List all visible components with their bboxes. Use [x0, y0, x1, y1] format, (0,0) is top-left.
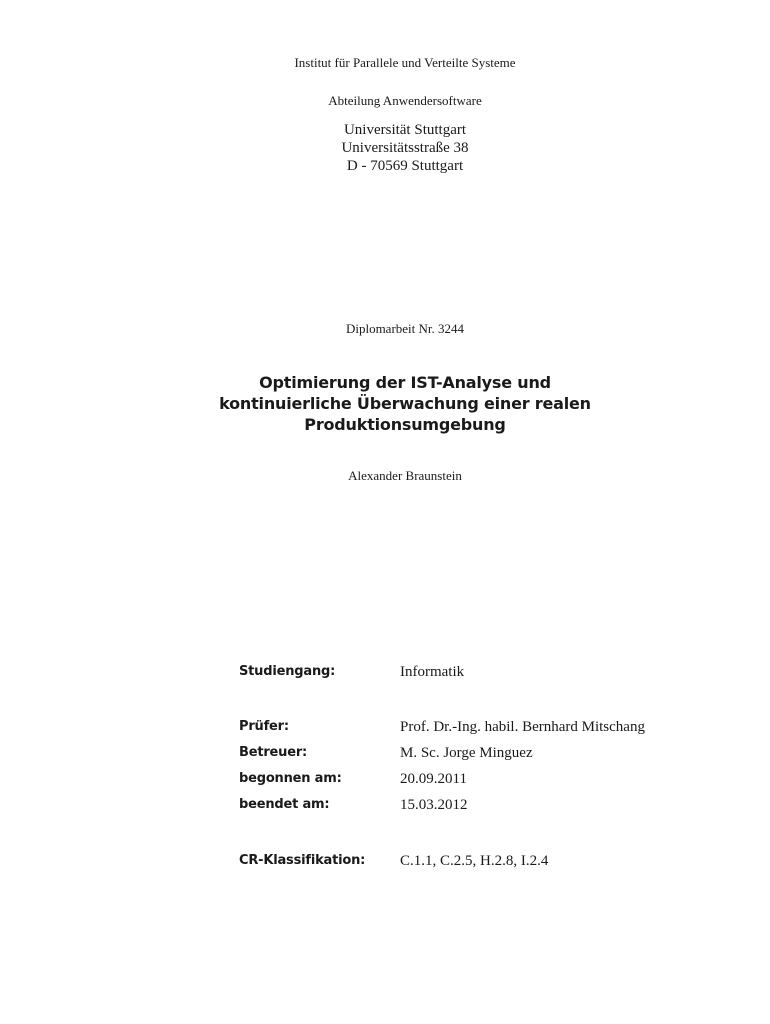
- detail-label: Betreuer:: [239, 745, 308, 760]
- detail-value: Informatik: [400, 664, 465, 680]
- institute-name: Institut für Parallele und Verteilte Systeme: [294, 55, 516, 70]
- detail-row-start-date: [239, 771, 719, 791]
- thesis-number: Diplomarbeit Nr. 3244: [345, 321, 465, 336]
- thesis-title-line-1: Optimierung der IST-Analyse und: [259, 373, 551, 392]
- detail-value: 20.09.2011: [400, 771, 467, 787]
- detail-row-end-date: [239, 797, 719, 817]
- address-line-city: D - 70569 Stuttgart: [346, 158, 464, 174]
- detail-row-study-program: [239, 664, 719, 684]
- detail-label: CR-Klassifikation:: [239, 853, 366, 868]
- department-name: Abteilung Anwendersoftware: [328, 93, 482, 108]
- detail-row-supervisor: [239, 745, 719, 765]
- detail-label: begonnen am:: [239, 771, 342, 786]
- detail-value: C.1.1, C.2.5, H.2.8, I.2.4: [400, 853, 549, 869]
- detail-value: 15.03.2012: [400, 797, 468, 813]
- address-line-university: Universität Stuttgart: [343, 122, 467, 138]
- detail-row-cr-classification: [239, 853, 719, 873]
- detail-row-examiner: [239, 719, 719, 739]
- university-address: [0, 121, 770, 175]
- detail-label: Prüfer:: [239, 719, 289, 734]
- detail-label: Studiengang:: [239, 664, 336, 679]
- thesis-title-line-2: kontinuierliche Überwachung einer realen: [219, 394, 591, 413]
- detail-value: M. Sc. Jorge Minguez: [400, 745, 533, 761]
- detail-value: Prof. Dr.-Ing. habil. Bernhard Mitschang: [400, 719, 645, 735]
- author-name: Alexander Braunstein: [348, 468, 462, 483]
- address-line-street: Universitätsstraße 38: [341, 140, 469, 156]
- detail-label: beendet am:: [239, 797, 330, 812]
- thesis-title: [0, 372, 770, 435]
- thesis-title-line-3: Produktionsumgebung: [304, 415, 506, 434]
